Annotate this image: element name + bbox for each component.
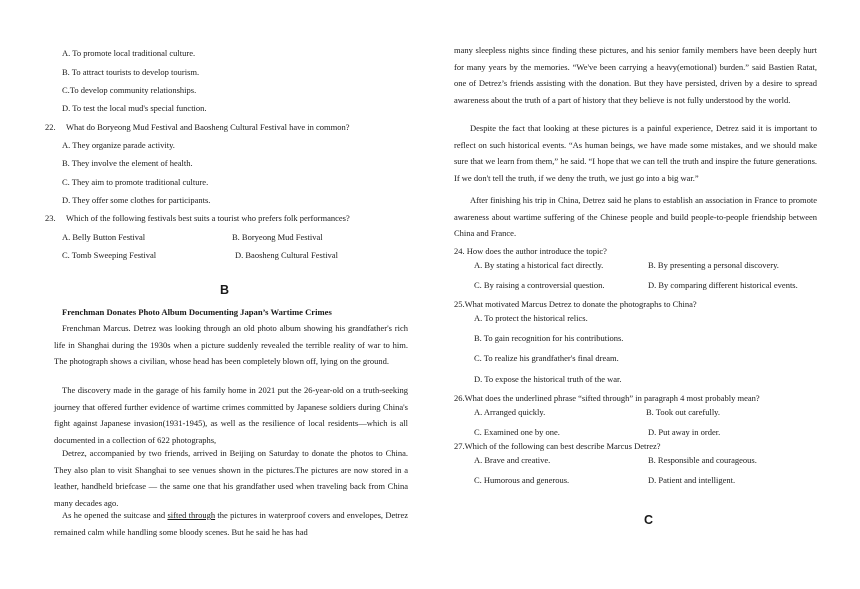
paragraph-2: The discovery made in the garage of his family home in 2021 put the 26-year-old on a truth-seeking journey that offered further evidence of wartime crimes committed by Japanese soldiers during China's fight against Japanese invasion(1931-1945), as well as the resilience of local residents—which is all documented in a collection of 622 photographs, <box>54 385 408 445</box>
q25-option-d: D. To expose the historical truth of the war. <box>474 374 622 384</box>
q23-option-d: D. Baosheng Cultural Festival <box>235 250 338 260</box>
q23-option-c: C. Tomb Sweeping Festival <box>62 250 157 260</box>
q27-option-a: A. Brave and creative. <box>474 455 551 465</box>
q22-number: 22. <box>45 122 56 132</box>
q26-stem: 26.What does the underlined phrase “sifted through” in paragraph 4 most probably mean? <box>454 393 760 403</box>
paragraph-4-continued: many sleepless nights since finding these pictures, and his senior family members have been deeply hurt for many years by the memories. “We've been carrying a heavy(emotional) burden.” said Bastien Ratat, one of Detrez’s friends assisting with the donation. But they have persisted, driven by a desire to spread awareness about the truth of a part of history that they believe is not fully understood by the world. <box>454 45 817 105</box>
q22-option-a: A. They organize parade activity. <box>62 140 175 150</box>
q21-option-a: A. To promote local traditional culture. <box>62 48 196 58</box>
q22-option-d: D. They offer some clothes for participants. <box>62 195 211 205</box>
q24-option-a: A. By stating a historical fact directly. <box>474 260 604 270</box>
right-column <box>454 0 817 589</box>
q22-option-b: B. They involve the element of health. <box>62 158 193 168</box>
paragraph-3: Detrez, accompanied by two friends, arrived in Beijing on Saturday to donate the photos to China. They also plan to visit Shanghai to see venues shown in the pictures.The pictures are now stored in a leather, handheld briefcase — the same one that his grandfather used when traveling back from China many decades ago. <box>54 448 408 508</box>
q27-option-d: D. Patient and intelligent. <box>648 475 736 485</box>
q26-option-b: B. Took out carefully. <box>646 407 721 417</box>
q22-option-c: C. They aim to promote traditional culture. <box>62 177 209 187</box>
q26-option-d: D. Put away in order. <box>648 427 721 437</box>
q24-option-b: B. By presenting a personal discovery. <box>648 260 779 270</box>
paragraph-4-start: As he opened the suitcase and sifted through the pictures in waterproof covers and envelopes, Detrez remained calm while handling some bloody scenes. But he said he has had <box>54 510 408 537</box>
q27-option-b: B. Responsible and courageous. <box>648 455 757 465</box>
paragraph-6: After finishing his trip in China, Detrez said he plans to establish an association in France to promote awareness about wartime suffering of the Chinese people and build people-to-people friendship between China and France. <box>454 195 817 238</box>
q23-option-b: B. Boryeong Mud Festival <box>232 232 323 242</box>
q23-number: 23. <box>45 213 56 223</box>
q25-stem: 25.What motivated Marcus Detrez to donate the photographs to China? <box>454 299 697 309</box>
q25-option-c: C. To realize his grandfather's final dream. <box>474 353 619 363</box>
q27-option-c: C. Humorous and generous. <box>474 475 570 485</box>
q25-option-b: B. To gain recognition for his contributions. <box>474 333 624 343</box>
q23-stem: Which of the following festivals best suits a tourist who prefers folk performances? <box>66 213 350 223</box>
q22-stem: What do Boryeong Mud Festival and Baosheng Cultural Festival have in common? <box>66 122 350 132</box>
q21-option-c: C.To develop community relationships. <box>62 85 197 95</box>
q23-option-a: A. Belly Button Festival <box>62 232 146 242</box>
q21-option-b: B. To attract tourists to develop tourism. <box>62 67 200 77</box>
article-title: Frenchman Donates Photo Album Documenting Japan’s Wartime Crimes <box>62 307 332 317</box>
paragraph-5: Despite the fact that looking at these pictures is a painful experience, Detrez said it is important to reflect on such historical events. “As human beings, we have made some mistakes, and we should make sure that we learn from them,” he said. “I hope that we can tell the truth and inspire the future generations. If we don't tell the truth, if we deny the truth, we just go into a big war.” <box>454 123 817 183</box>
q24-stem: 24. How does the author introduce the topic? <box>454 246 607 256</box>
q24-option-c: C. By raising a controversial question. <box>474 280 605 290</box>
q25-option-a: A. To protect the historical relics. <box>474 313 588 323</box>
section-c-heading: C <box>644 513 654 527</box>
underlined-phrase: sifted through <box>167 510 216 520</box>
paragraph-1: Frenchman Marcus. Detrez was looking through an old photo album showing his grandfather's rich life in Shanghai during the 1930s when a picture suddenly revealed the terrible reality of war to him. The photograph shows a civilian, whose head has been completely blown off, lying on the ground. <box>54 323 408 366</box>
section-b-heading: B <box>220 283 230 297</box>
q27-stem: 27.Which of the following can best describe Marcus Detrez? <box>454 441 661 451</box>
q21-option-d: D. To test the local mud's special function. <box>62 103 207 113</box>
q26-option-c: C. Examined one by one. <box>474 427 560 437</box>
q24-option-d: D. By comparing different historical events. <box>648 280 798 290</box>
left-column <box>45 0 408 589</box>
q26-option-a: A. Arranged quickly. <box>474 407 546 417</box>
